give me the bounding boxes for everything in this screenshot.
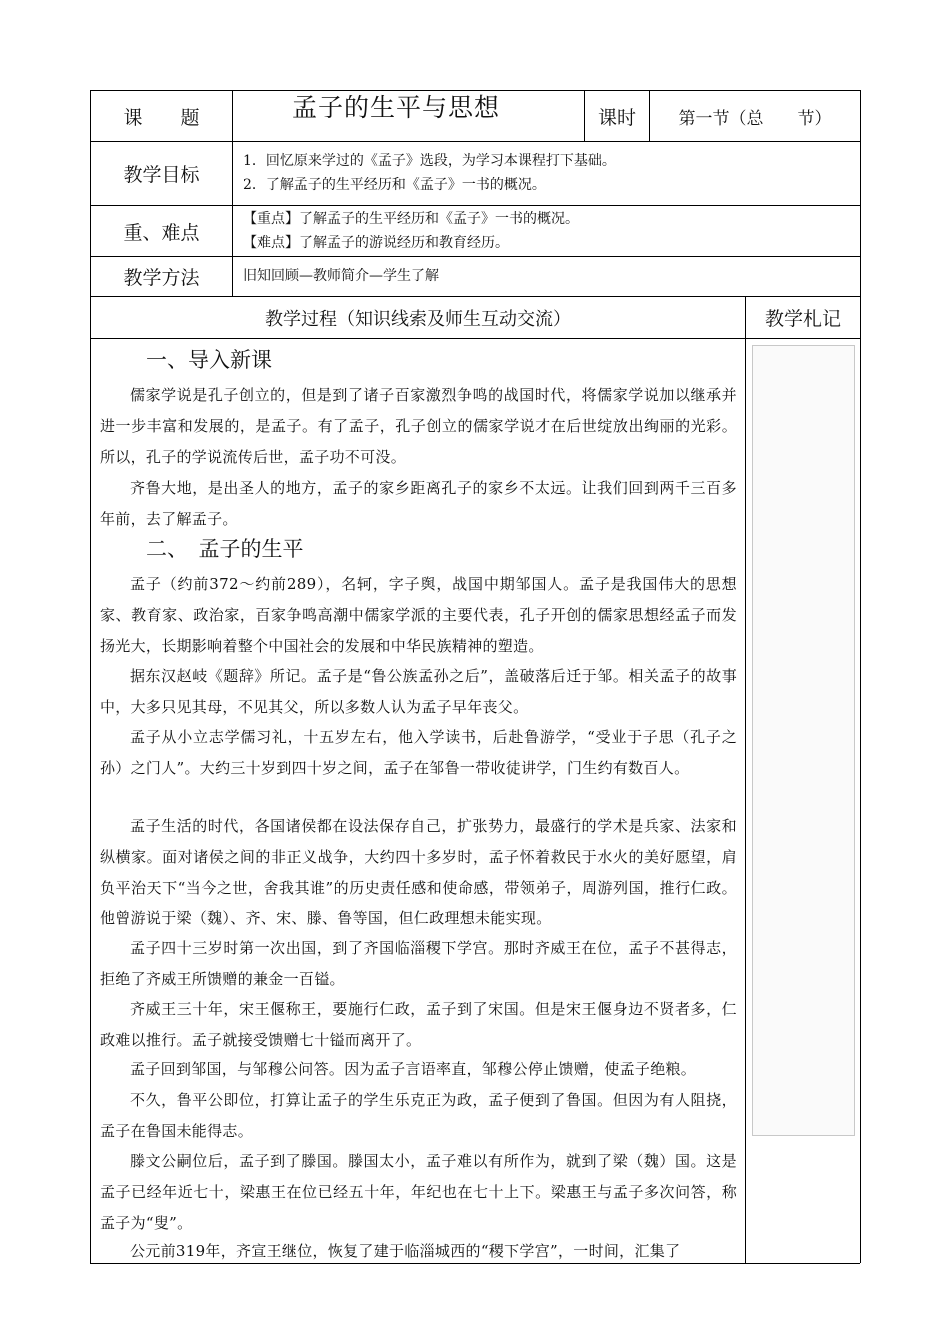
teaching-notes-box <box>752 345 855 1136</box>
notes-column-divider <box>745 296 746 1263</box>
objective-item: 1．回忆原来学过的《孟子》选段，为学习本课程打下基础。 <box>243 153 616 169</box>
notes-header: 教学札记 <box>764 308 841 330</box>
paragraph: 齐威王三十年，宋王偃称王，要施行仁政，孟子到了宋国。但是宋王偃身边不贤者多，仁政难以推行。孟子就接受馈赠七十镒而离开了。 <box>100 1000 737 1049</box>
paragraph: 据东汉赵岐《题辞》所记。孟子是“鲁公族孟孙之后”，盖破落后迁于邹。相关孟子的故事中，大多只见其母，不见其父，所以多数人认为孟子早年丧父。 <box>100 667 737 716</box>
period-value: 第一节（总 节） <box>678 108 832 129</box>
period-label: 课时 <box>597 106 636 129</box>
section-heading: 二、 孟子的生平 <box>146 537 304 561</box>
paragraph: 孟子（约前372～约前289），名轲，字子舆，战国中期邹国人。孟子是我国伟大的思想家、教育家、政治家，百家争鸣高潮中儒家学派的主要代表，孔子开创的儒家思想经孟子而发扬光大，长期影响着整个中国社会的发展和中华民族精神的塑造。 <box>100 575 737 655</box>
lesson-title: 孟子的生平与思想 <box>292 93 501 122</box>
paragraph: 齐鲁大地，是出圣人的地方，孟子的家乡距离孔子的家乡不太远。让我们回到两千三百多年前，去了解孟子。 <box>100 479 737 528</box>
key-points-label: 重、难点 <box>123 221 200 244</box>
table-border-bottom <box>90 1263 860 1264</box>
key-point-item: 【重点】了解孟子的生平经历和《孟子》一书的概况。 <box>243 211 579 227</box>
paragraph: 不久，鲁平公即位，打算让孟子的学生乐克正为政，孟子便到了鲁国。但因为有人阻挠，孟子在鲁国未能得志。 <box>100 1091 737 1140</box>
paragraph: 孟子生活的时代，各国诸侯都在设法保存自己，扩张势力，最盛行的学术是兵家、法家和纵横家。面对诸侯之间的非正义战争，大约四十多岁时，孟子怀着救民于水火的美好愿望，肩负平治天下“当今之世，舍我其谁”的历史责任感和使命感，带领弟子，周游列国，推行仁政。他曾游说于梁（魏）、齐、宋、滕、鲁等国，但仁政理想未能实现。 <box>100 817 737 928</box>
process-header: 教学过程（知识线索及师生互动交流） <box>265 308 571 330</box>
method-label: 教学方法 <box>123 267 200 289</box>
method-value: 旧知回顾—教师简介—学生了解 <box>243 268 439 284</box>
section-heading: 一、导入新课 <box>146 348 272 372</box>
objectives-content <box>243 149 853 197</box>
paragraph: 孟子四十三岁时第一次出国，到了齐国临淄稷下学宫。那时齐威王在位，孟子不甚得志，拒绝了齐威王所馈赠的兼金一百镒。 <box>100 939 737 988</box>
label-column-divider <box>232 90 233 296</box>
topic-label: 课 题 <box>123 106 200 129</box>
paragraph: 孟子从小立志学儒习礼，十五岁左右，他入学读书，后赴鲁游学，“受业于子思（孔子之孙）之门人”。大约三十岁到四十岁之间，孟子在邹鲁一带收徒讲学，门生约有数百人。 <box>100 728 737 777</box>
objective-item: 2．了解孟子的生平经历和《孟子》一书的概况。 <box>243 177 546 193</box>
paragraph: 滕文公嗣位后，孟子到了滕国。滕国太小，孟子难以有所作为，就到了梁（魏）国。这是孟子已经年近七十，梁惠王在位已经五十年，年纪也在七十上下。梁惠王与孟子多次问答，称孟子为“叟”。 <box>100 1152 737 1232</box>
difficulty-item: 【难点】了解孟子的游说经历和教育经历。 <box>243 235 509 251</box>
objectives-label: 教学目标 <box>123 164 200 186</box>
paragraph: 公元前319年，齐宣王继位，恢复了建于临淄城西的“稷下学宫”，一时间，汇集了 <box>130 1242 681 1260</box>
table-border-right <box>860 90 861 1263</box>
paragraph: 儒家学说是孔子创立的，但是到了诸子百家激烈争鸣的战国时代，将儒家学说加以继承并进一步丰富和发展的，是孟子。有了孟子，孔子创立的儒家学说才在后世绽放出绚丽的光彩。所以，孔子的学说流传后世，孟子功不可没。 <box>100 386 737 466</box>
paragraph: 孟子回到邹国，与邹穆公问答。因为孟子言语率直，邹穆公停止馈赠，使孟子绝粮。 <box>130 1060 697 1078</box>
key-points-content <box>243 207 853 255</box>
